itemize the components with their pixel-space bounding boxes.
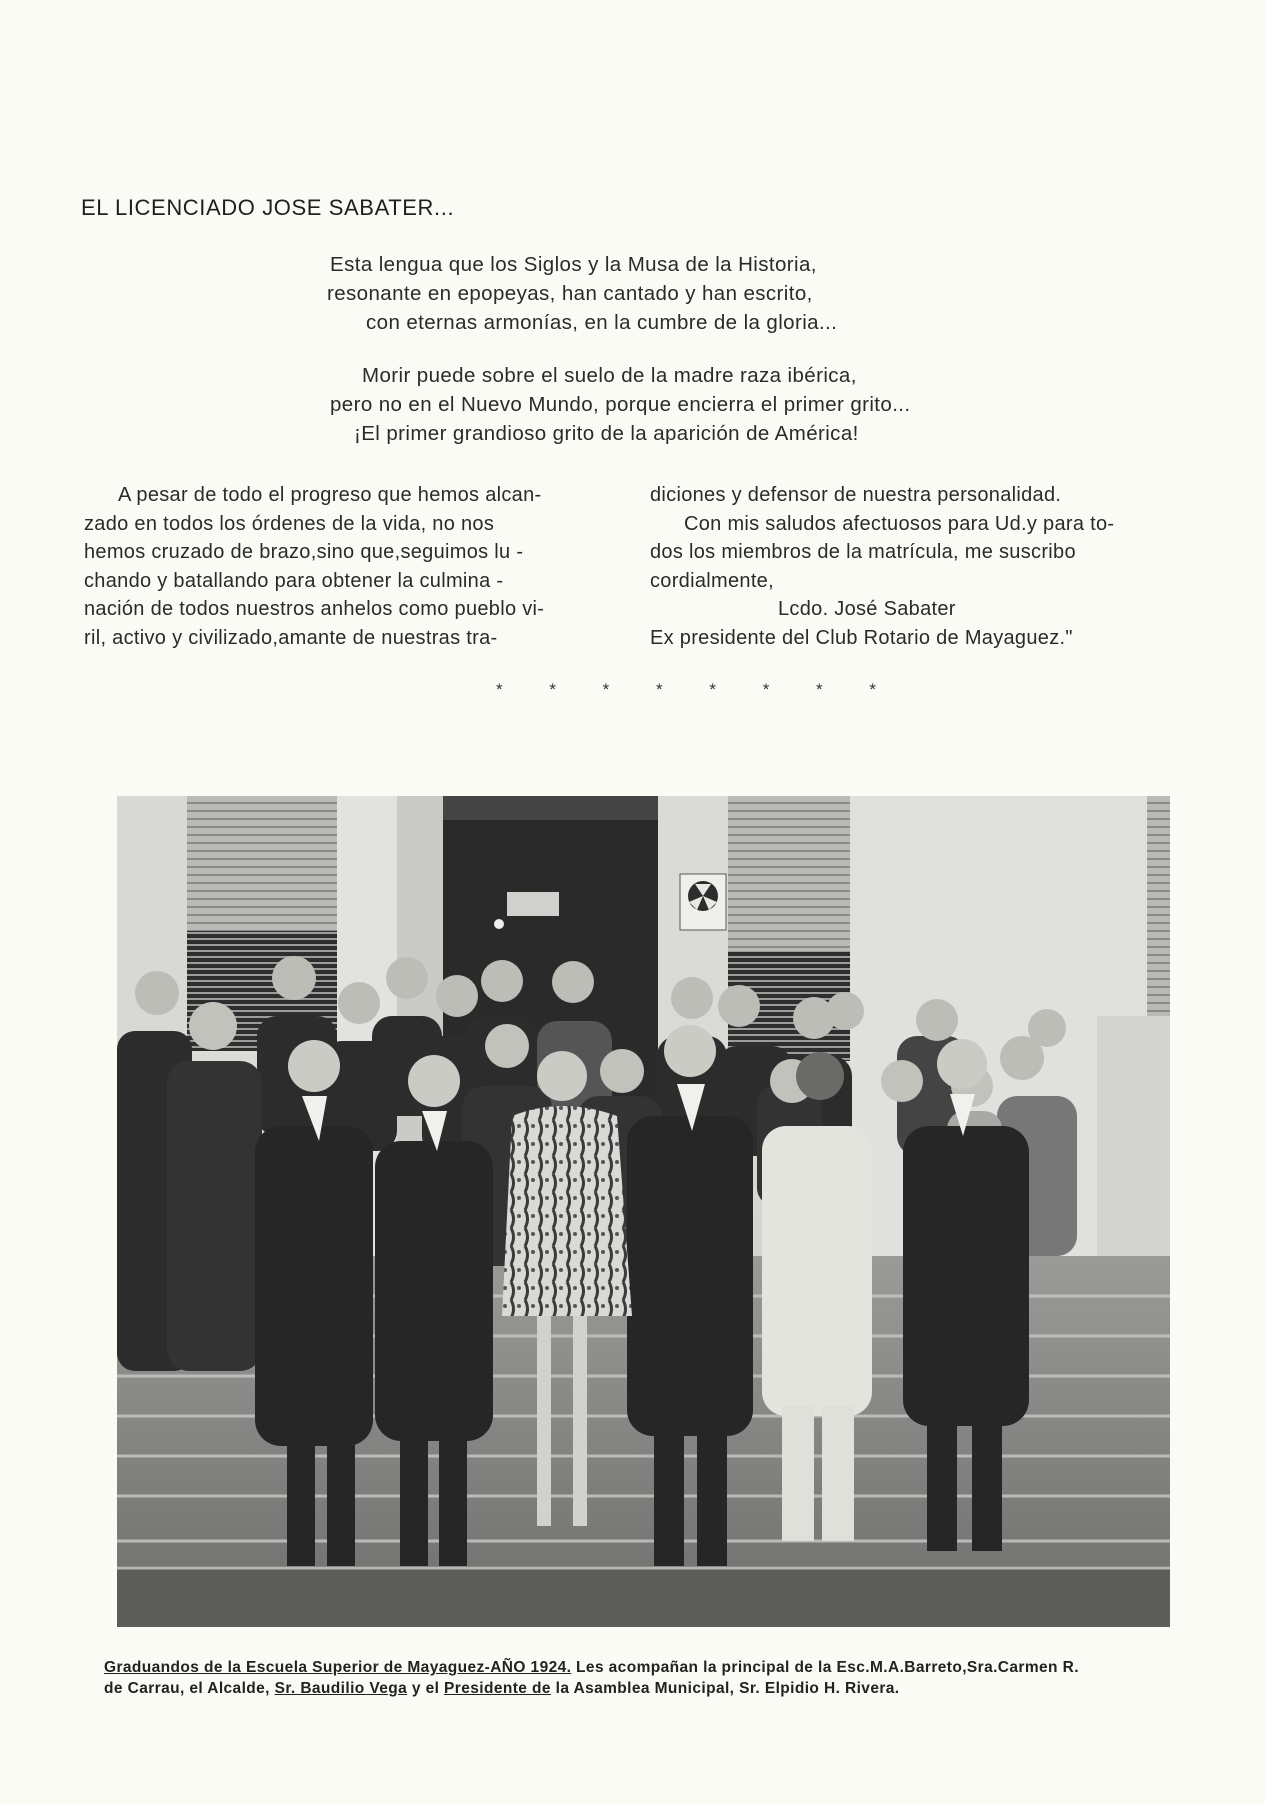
caption-text: Les acompañan la principal de la Esc.M.A.Barreto,Sra.Carmen R. bbox=[571, 1659, 1079, 1676]
caption-text: de Carrau, el Alcalde, bbox=[104, 1680, 275, 1697]
poem-line: con eternas armonías, en la cumbre de la gloria... bbox=[366, 311, 838, 334]
letter-line: hemos cruzado de brazo,sino que,seguimos lu - bbox=[84, 541, 524, 563]
poem-line: ¡El primer grandioso grito de la aparición de América! bbox=[354, 422, 859, 445]
photo-illustration bbox=[117, 796, 1170, 1627]
signature-title: Ex presidente del Club Rotario de Mayaguez." bbox=[650, 626, 1073, 649]
letter-line: zado en todos los órdenes de la vida, no nos bbox=[84, 512, 495, 535]
poem-line: resonante en epopeyas, han cantado y han escrito, bbox=[327, 282, 813, 305]
letter-line: A pesar de todo el progreso que hemos alcan- bbox=[118, 484, 542, 506]
caption-line-2 bbox=[104, 1678, 1194, 1699]
poem-block bbox=[327, 250, 911, 472]
section-separator: * * * * * * * * bbox=[496, 680, 897, 699]
signature-name: Lcdo. José Sabater bbox=[778, 598, 956, 620]
caption-text: la Asamblea Municipal, Sr. Elpidio H. Rivera. bbox=[550, 1680, 900, 1697]
poem-line: pero no en el Nuevo Mundo, porque encierra el primer grito... bbox=[330, 393, 911, 416]
letter-line: cordialmente, bbox=[650, 569, 774, 592]
caption-underlined-name: Sr. Baudilio Vega bbox=[274, 1680, 408, 1697]
group-photograph bbox=[117, 796, 1170, 1627]
caption-underlined-name: Presidente de bbox=[444, 1680, 551, 1697]
photo-caption bbox=[104, 1657, 1194, 1699]
poem-stanza-2 bbox=[330, 361, 910, 448]
letter-line: nación de todos nuestros anhelos como pueblo vi- bbox=[84, 598, 545, 620]
page-heading: EL LICENCIADO JOSE SABATER... bbox=[81, 195, 455, 220]
poem-stanza-1 bbox=[327, 250, 910, 337]
caption-underlined-title: Graduandos de la Escuela Superior de Mayaguez-AÑO 1924. bbox=[104, 1659, 572, 1676]
letter-line: dos los miembros de la matrícula, me suscribo bbox=[650, 541, 1076, 563]
caption-text: y el bbox=[407, 1680, 445, 1697]
letter-line: diciones y defensor de nuestra personalidad. bbox=[650, 484, 1062, 506]
caption-line-1 bbox=[104, 1657, 1194, 1678]
letter-line: Con mis saludos afectuosos para Ud.y para to- bbox=[684, 512, 1115, 535]
letter-right-column bbox=[650, 481, 1180, 652]
letter-line: chando y batallando para obtener la culmina - bbox=[84, 569, 504, 592]
poem-line: Morir puede sobre el suelo de la madre raza ibérica, bbox=[362, 364, 857, 387]
letter-left-column bbox=[84, 481, 596, 652]
poem-line: Esta lengua que los Siglos y la Musa de la Historia, bbox=[330, 253, 817, 276]
letter-line: ril, activo y civilizado,amante de nuestras tra- bbox=[84, 626, 498, 649]
